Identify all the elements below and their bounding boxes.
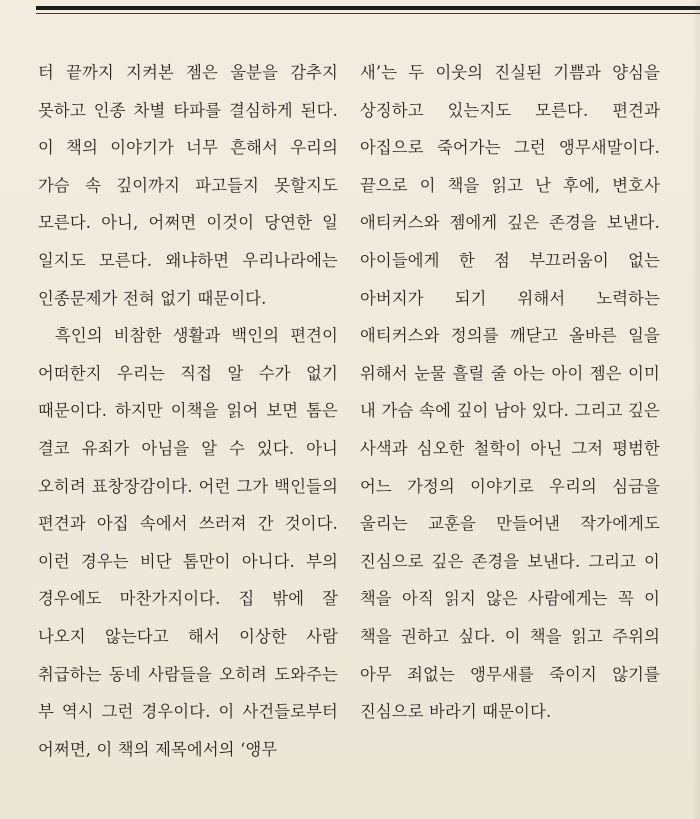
left-text-column: [38, 54, 338, 768]
left-paragraph-1: 터 끝까지 지켜본 젬은 울분을 감추지 못하고 인종 차별 타파를 결심하게 된다. 이 책의 이야기가 너무 흔해서 우리의 가슴 속 깊이까지 파고들지 못할지도 모른다. 아니, 어쩌면 이것이 당연한 일 일지도 모른다. 왜냐하면 우리나라에는 인종문제가 전혀 없기 때문이다.: [38, 63, 338, 308]
left-paragraph-2: 흑인의 비참한 생활과 백인의 편견이 어떠한지 우리는 직접 알 수가 없기 때문이다. 하지만 이책을 읽어 보면 톰은 결코 유죄가 아님을 알 수 있다. 아니 오히려 표창장감이다. 어런 그가 백인들의 편견과 아집 속에서 쓰러져 간 것이다. 이런 경우는 비단 톰만이 아니다. 부의 경우에도 마찬가지이다. 집 밖에 잘 나오지 않는다고 해서 이상한 사람 취급하는 동네 사람들을 오히려 도와주는 부 역시 그런 경우이다. 이 사건들로부터 어쩌면, 이 책의 제목에서의 ‘앵무: [38, 326, 338, 759]
right-text-column: [360, 54, 660, 731]
header-rule-thin: [36, 13, 700, 14]
header-rule-thick: [36, 6, 700, 10]
page-edge-shadow: [692, 0, 700, 819]
right-paragraph-1: 새’는 두 이웃의 진실된 기쁨과 양심을 상징하고 있는지도 모른다. 편견과 아집으로 죽어가는 그런 앵무새말이다. 끝으로 이 책을 읽고 난 후에, 변호사 애티커스와 젬에게 깊은 존경을 보낸다. 아이들에게 한 점 부끄러움이 없는 아버지가 되기 위해서 노력하는 애티커스와 정의를 깨닫고 올바른 일을 위해서 눈물 흘릴 줄 아는 아이 젬은 이미 내 가슴 속에 깊이 남아 있다. 그리고 깊은 사색과 심오한 철학이 아닌 그저 평범한 어느 가정의 이야기로 우리의 심금을 울리는 교훈을 만들어낸 작가에게도 진심으로 깊은 존경을 보낸다. 그리고 이 책을 아직 읽지 않은 사람에게는 꼭 이 책을 권하고 싶다. 이 책을 읽고 주위의 아무 죄없는 앵무새를 죽이지 않기를 진심으로 바라기 때문이다.: [360, 63, 660, 722]
